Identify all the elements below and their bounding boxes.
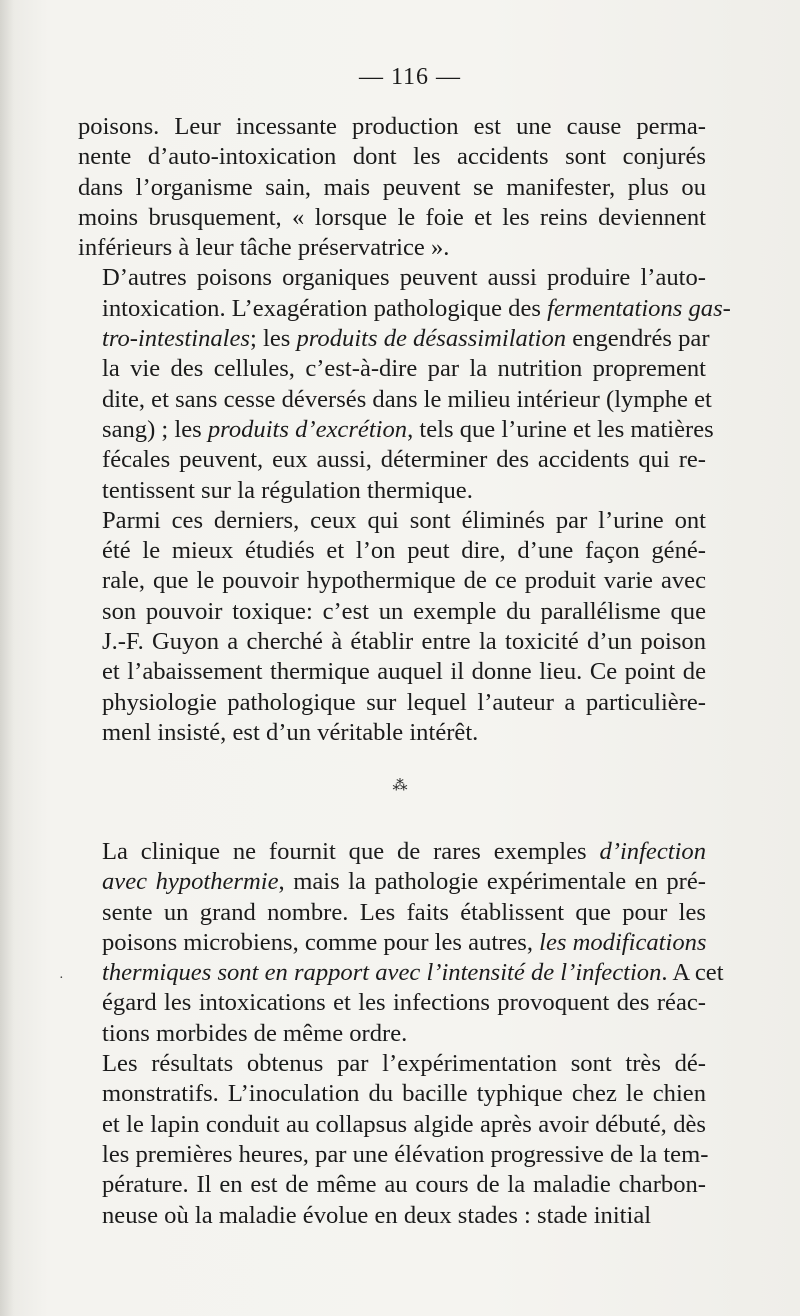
text-line: les premières heures, par une élévation progressive de la tem- <box>102 1140 709 1168</box>
text-line: monstratifs. L’inoculation du bacille typhique chez le chien <box>102 1080 706 1108</box>
text-line: poisons microbiens, comme pour les autres, les modifications <box>102 928 707 956</box>
text-line: fécales peuvent, eux aussi, déterminer des accidents qui re- <box>102 446 706 474</box>
text-line: tro-intestinales; les produits de désassimilation engendrés par <box>102 325 710 353</box>
text-line: Les résultats obtenus par l’expérimentation sont très dé- <box>102 1050 706 1078</box>
text-block-upper <box>78 112 731 748</box>
text-line: menl insisté, est d’un véritable intérêt. <box>102 718 479 746</box>
text-line: dite, et sans cesse déversés dans le milieu intérieur (lymphe et <box>102 385 712 413</box>
text-line: dans l’organisme sain, mais peuvent se manifester, plus ou <box>78 173 706 201</box>
text-line: avec hypothermie, mais la pathologie expérimentale en pré- <box>102 868 706 896</box>
text-block-lower <box>78 837 724 1231</box>
margin-dot: · <box>59 971 64 986</box>
text-line: tentissent sur la régulation thermique. <box>102 476 473 504</box>
text-line: nente d’auto-intoxication dont les accidents sont conjurés <box>78 143 706 171</box>
text-line: égard les intoxications et les infections provoquent des réac- <box>102 989 706 1017</box>
text-line: pérature. Il en est de même au cours de la maladie charbon- <box>102 1171 706 1199</box>
paragraph <box>78 112 706 263</box>
text-line: inférieurs à leur tâche préservatrice ». <box>78 234 450 262</box>
text-line: Parmi ces derniers, ceux qui sont éliminés par l’urine ont <box>102 506 706 534</box>
page-header <box>0 64 800 91</box>
text-line: D’autres poisons organiques peuvent aussi produire l’auto- <box>102 264 706 292</box>
text-line: et le lapin conduit au collapsus algide après avoir débuté, dès <box>102 1110 706 1138</box>
text-line: physiologie pathologique sur lequel l’auteur a particulière- <box>102 688 706 716</box>
text-line: neuse où la maladie évolue en deux stades : stade initial <box>102 1201 652 1229</box>
asterism: ⁂ <box>392 778 408 794</box>
page-gutter-shadow <box>0 0 14 1316</box>
paragraph <box>78 1049 709 1231</box>
text-line: sente un grand nombre. Les faits établissent que pour les <box>102 898 706 926</box>
text-line: J.-F. Guyon a cherché à établir entre la toxicité d’un poison <box>102 628 706 656</box>
text-line: son pouvoir toxique: c’est un exemple du parallélisme que <box>102 597 706 625</box>
paragraph <box>78 837 724 1049</box>
text-line: rale, que le pouvoir hypothermique de ce produit varie avec <box>102 567 706 595</box>
text-line: thermiques sont en rapport avec l’intensité de l’infection. A cet <box>102 959 724 987</box>
text-line: La clinique ne fournit que de rares exemples d’infection <box>102 838 706 865</box>
section-separator <box>0 778 800 794</box>
text-line: tions morbides de même ordre. <box>102 1019 408 1047</box>
paragraph <box>78 263 731 505</box>
text-line: et l’abaissement thermique auquel il donne lieu. Ce point de <box>102 658 706 686</box>
text-line: poisons. Leur incessante production est une cause perma- <box>78 113 706 140</box>
text-line: été le mieux étudiés et l’on peut dire, d’une façon géné- <box>102 537 706 565</box>
text-line: la vie des cellules, c’est-à-dire par la nutrition proprement <box>102 355 706 383</box>
page-number: — 116 — <box>358 64 462 90</box>
text-line: intoxication. L’exagération pathologique des fermentations gas- <box>102 294 731 322</box>
paragraph <box>78 506 706 748</box>
text-line: moins brusquement, « lorsque le foie et les reins deviennent <box>78 203 706 231</box>
text-line: sang) ; les produits d’excrétion, tels que l’urine et les matières <box>102 415 714 443</box>
